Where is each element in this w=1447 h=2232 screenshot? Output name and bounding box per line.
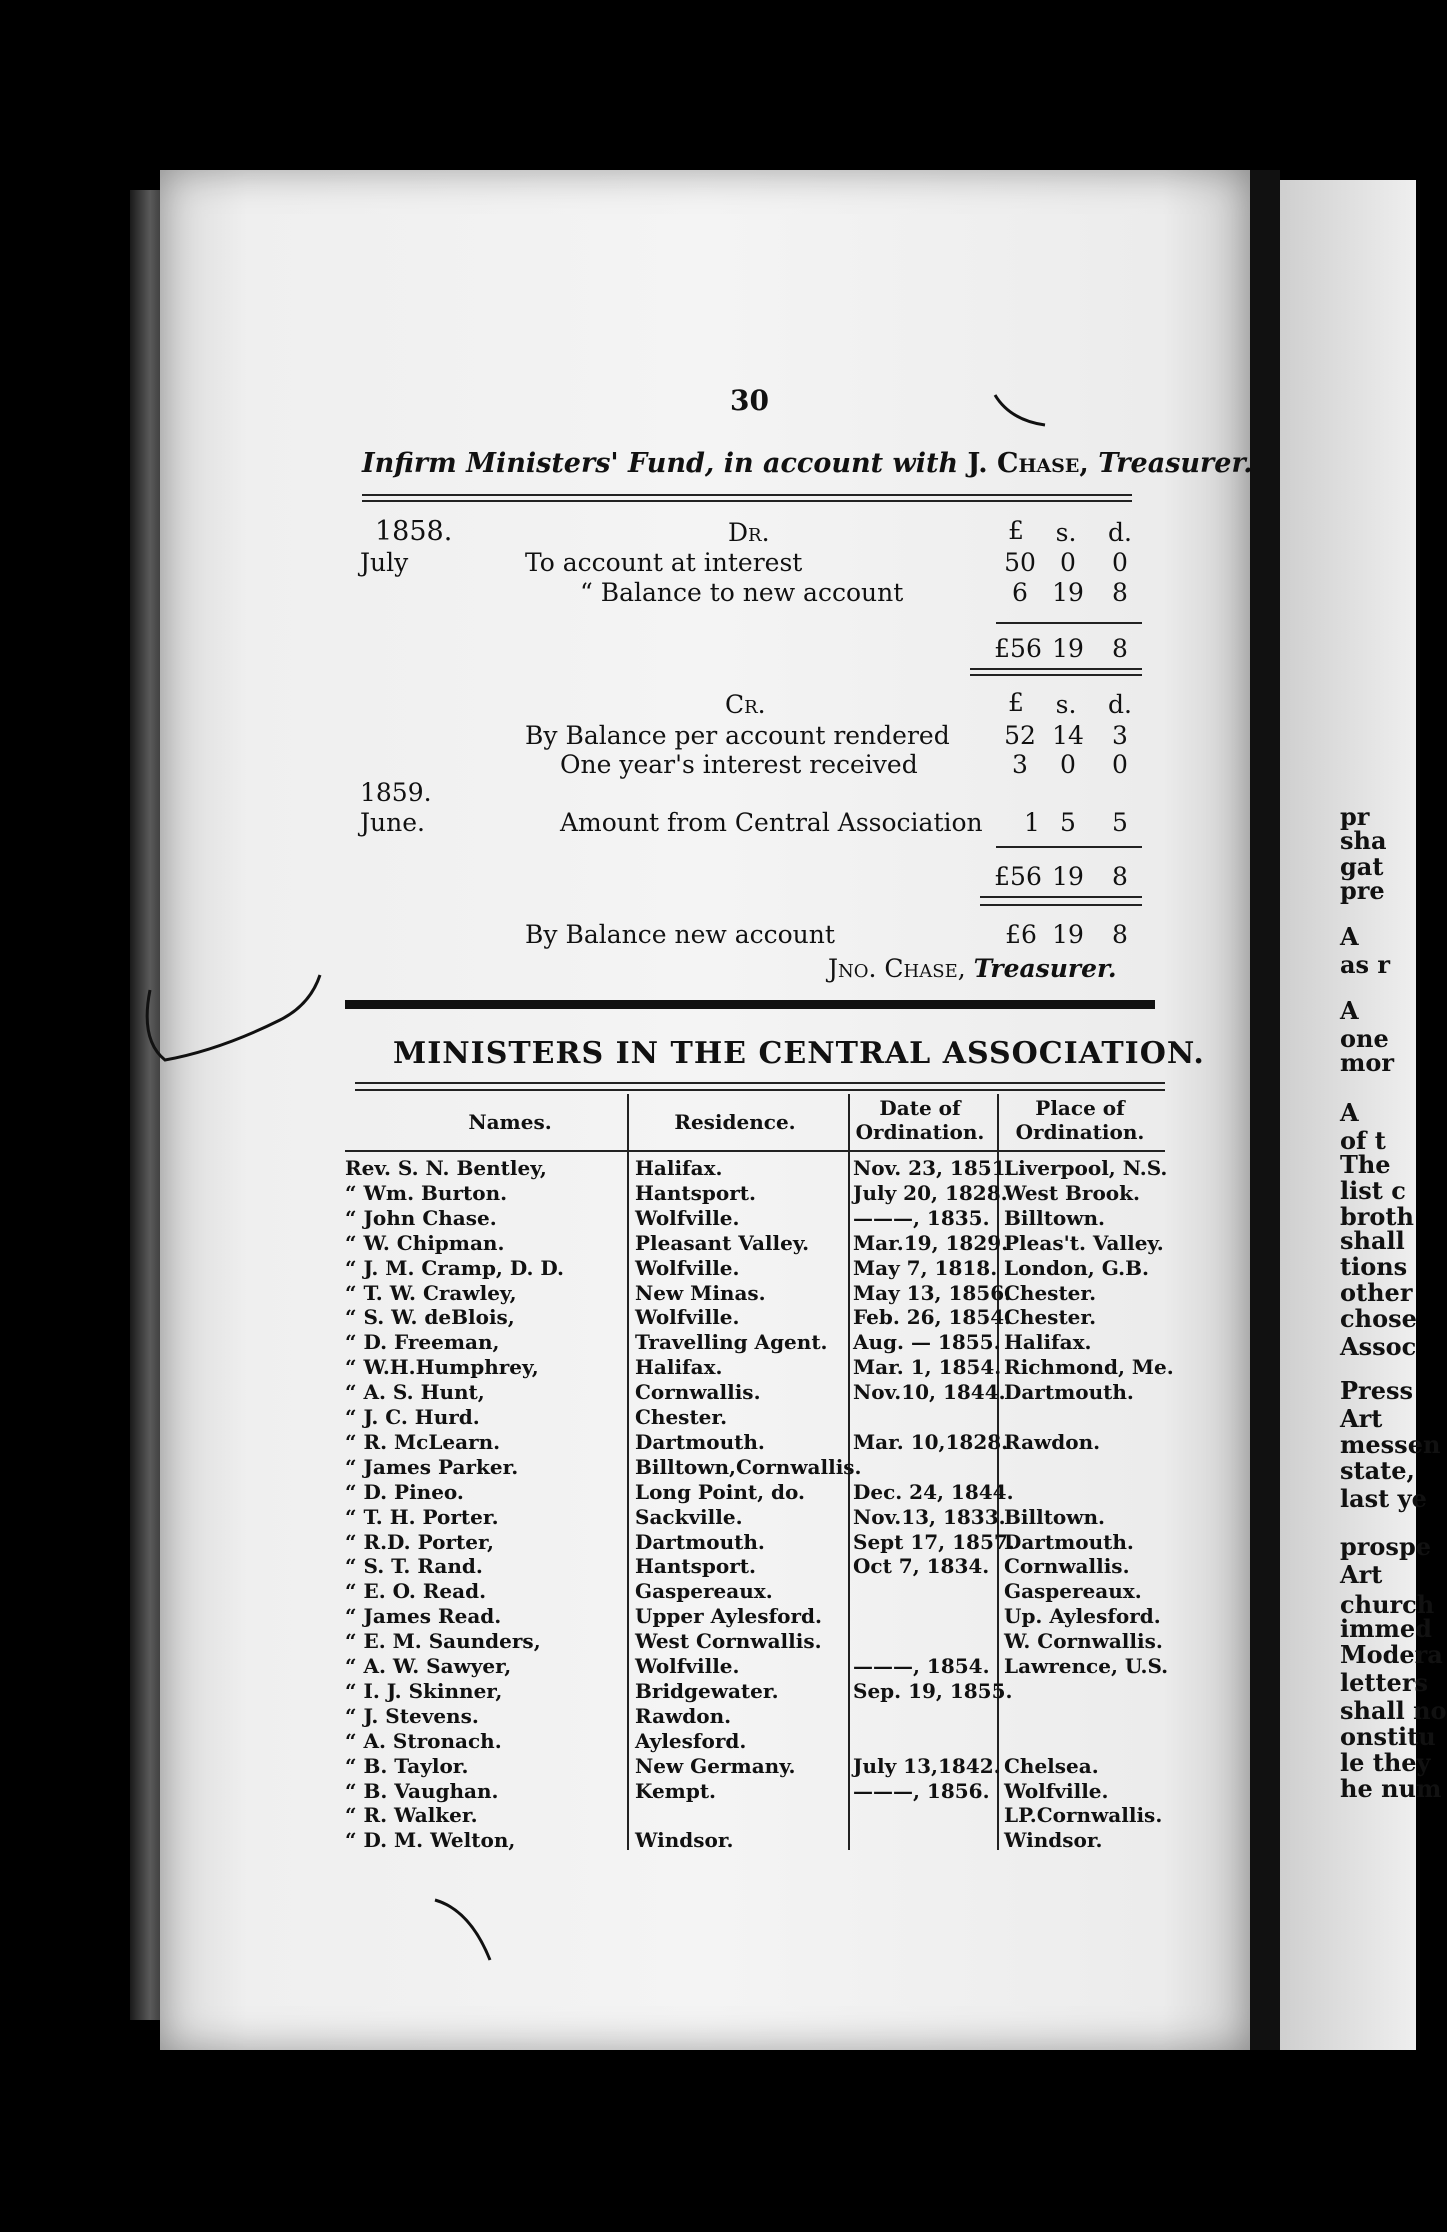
adjacent-fragment-12: list c <box>1340 1176 1406 1205</box>
row-13-date: Dec. 24, 1844. <box>853 1480 1014 1504</box>
pence-header-cr: d. <box>1108 690 1132 719</box>
row-22-residence: Rawdon. <box>635 1704 732 1728</box>
adjacent-fragment-1: sha <box>1340 826 1387 855</box>
credit-l-2: 1 <box>1024 808 1040 837</box>
adjacent-fragment-30: shall no <box>1340 1696 1447 1725</box>
row-15-name: “ R.D. Porter, <box>345 1530 494 1554</box>
table-top-rule-2 <box>355 1089 1165 1091</box>
row-21-date: Sep. 19, 1855. <box>853 1679 1013 1703</box>
row-10-name: “ J. C. Hurd. <box>345 1405 480 1429</box>
row-7-date: Aug. — 1855. <box>853 1330 1001 1354</box>
row-11-place: Rawdon. <box>1004 1430 1101 1454</box>
shilling-header-cr: s. <box>1055 690 1077 719</box>
row-24-name: “ B. Taylor. <box>345 1754 469 1778</box>
dr-total-rule-1 <box>970 668 1142 670</box>
credit-s-0: 14 <box>1052 721 1084 750</box>
debit-s-0: 0 <box>1060 548 1076 577</box>
row-12-name: “ James Parker. <box>345 1455 519 1479</box>
row-3-date: Mar.19, 1829. <box>853 1231 1009 1255</box>
debit-s-1: 19 <box>1052 578 1084 607</box>
adjacent-fragment-33: he num <box>1340 1774 1442 1803</box>
row-17-name: “ E. O. Read. <box>345 1579 487 1603</box>
cr-total-s: 19 <box>1052 862 1084 891</box>
heading-part3: Treasurer. <box>1098 448 1253 479</box>
row-1-residence: Hantsport. <box>635 1181 756 1205</box>
year-1859: 1859. <box>360 778 432 807</box>
debit-l-0: 50 <box>1004 548 1036 577</box>
row-14-name: “ T. H. Porter. <box>345 1505 499 1529</box>
pound-header-dr: £ <box>1008 516 1024 545</box>
adjacent-fragment-17: chose <box>1340 1304 1417 1333</box>
row-23-name: “ A. Stronach. <box>345 1729 502 1753</box>
dr-total-d: 8 <box>1112 634 1128 663</box>
adjacent-fragment-21: messen <box>1340 1430 1441 1459</box>
col-header-date: Date of Ordination. <box>855 1096 985 1144</box>
adjacent-fragment-23: last ye <box>1340 1484 1427 1513</box>
year-1858: 1858. <box>375 516 453 547</box>
heading-part1: Infirm Ministers' Fund, <box>362 448 715 479</box>
row-20-date: ———, 1854. <box>853 1654 990 1678</box>
row-6-date: Feb. 26, 1854. <box>853 1305 1012 1329</box>
adjacent-fragment-25: Art <box>1340 1560 1383 1589</box>
row-18-residence: Upper Aylesford. <box>635 1604 822 1628</box>
adjacent-fragment-3: pre <box>1340 876 1385 905</box>
row-24-date: July 13,1842. <box>853 1754 1001 1778</box>
adjacent-fragment-18: Assoc <box>1340 1332 1417 1361</box>
pen-mark-top <box>990 390 1050 430</box>
adjacent-fragment-7: one <box>1340 1024 1389 1053</box>
credit-d-1: 0 <box>1112 750 1128 779</box>
balance-d: 8 <box>1112 920 1128 949</box>
debit-text-1: “ Balance to new account <box>580 578 904 607</box>
row-2-date: ———, 1835. <box>853 1206 990 1230</box>
row-27-place: Windsor. <box>1004 1828 1103 1852</box>
row-6-name: “ S. W. deBlois, <box>345 1305 515 1329</box>
row-26-place: LP.Cornwallis. <box>1004 1803 1163 1827</box>
month-june: June. <box>360 808 425 837</box>
row-11-residence: Dartmouth. <box>635 1430 765 1454</box>
row-25-residence: Kempt. <box>635 1779 717 1803</box>
section-divider <box>345 1000 1155 1009</box>
row-20-place: Lawrence, U.S. <box>1004 1654 1169 1678</box>
row-20-name: “ A. W. Sawyer, <box>345 1654 512 1678</box>
row-7-name: “ D. Freeman, <box>345 1330 500 1354</box>
col-divider-3 <box>997 1094 999 1850</box>
row-21-name: “ I. J. Skinner, <box>345 1679 503 1703</box>
heading-rule-bottom <box>362 500 1132 502</box>
adjacent-fragment-28: Modera <box>1340 1640 1443 1669</box>
heading-name: J. Chase, <box>967 448 1089 479</box>
row-18-place: Up. Aylesford. <box>1004 1604 1161 1628</box>
row-15-place: Dartmouth. <box>1004 1530 1134 1554</box>
row-13-residence: Long Point, do. <box>635 1480 805 1504</box>
credit-l-0: 52 <box>1004 721 1036 750</box>
credit-text-0: By Balance per account rendered <box>525 721 950 750</box>
col-header-place: Place of Ordination. <box>1015 1096 1145 1144</box>
row-8-name: “ W.H.Humphrey, <box>345 1355 539 1379</box>
row-0-date: Nov. 23, 1851. <box>853 1156 1013 1180</box>
row-3-residence: Pleasant Valley. <box>635 1231 810 1255</box>
row-1-date: July 20, 1828. <box>853 1181 1008 1205</box>
adjacent-fragment-10: of t <box>1340 1126 1386 1155</box>
row-7-residence: Travelling Agent. <box>635 1330 828 1354</box>
row-10-residence: Chester. <box>635 1405 728 1429</box>
adjacent-fragment-24: prospe <box>1340 1532 1431 1561</box>
cr-label: Cr. <box>725 690 766 719</box>
adjacent-fragment-4: A <box>1340 922 1359 951</box>
credit-text-1: One year's interest received <box>560 750 918 779</box>
heading-part2: in account with <box>723 448 959 479</box>
debit-l-1: 6 <box>1012 578 1028 607</box>
row-12-residence: Billtown,Cornwallis. <box>635 1455 862 1479</box>
row-5-place: Chester. <box>1004 1281 1097 1305</box>
row-2-residence: Wolfville. <box>635 1206 740 1230</box>
adjacent-fragment-29: letters <box>1340 1668 1428 1697</box>
row-15-date: Sept 17, 1857. <box>853 1530 1015 1554</box>
cr-subtotal-rule <box>996 846 1142 848</box>
adjacent-fragment-22: state, <box>1340 1456 1415 1485</box>
dr-subtotal-rule <box>996 622 1142 624</box>
adjacent-fragment-31: onstitu <box>1340 1722 1436 1751</box>
adjacent-fragment-2: gat <box>1340 852 1384 881</box>
balance-s: 19 <box>1052 920 1084 949</box>
row-19-name: “ E. M. Saunders, <box>345 1629 541 1653</box>
row-9-name: “ A. S. Hunt, <box>345 1380 485 1404</box>
row-4-place: London, G.B. <box>1004 1256 1149 1280</box>
row-19-residence: West Cornwallis. <box>635 1629 822 1653</box>
month-july: July <box>360 548 409 577</box>
credit-s-2: 5 <box>1060 808 1076 837</box>
row-4-residence: Wolfville. <box>635 1256 740 1280</box>
row-2-name: “ John Chase. <box>345 1206 497 1230</box>
row-17-residence: Gaspereaux. <box>635 1579 773 1603</box>
adjacent-fragment-27: immed <box>1340 1614 1432 1643</box>
row-19-place: W. Cornwallis. <box>1004 1629 1163 1653</box>
row-25-date: ———, 1856. <box>853 1779 990 1803</box>
page-number: 30 <box>730 384 769 417</box>
row-8-date: Mar. 1, 1854. <box>853 1355 1002 1379</box>
adjacent-fragment-5: as r <box>1340 950 1391 979</box>
row-27-name: “ D. M. Welton, <box>345 1828 516 1852</box>
adjacent-fragment-20: Art <box>1340 1404 1383 1433</box>
row-23-residence: Aylesford. <box>635 1729 747 1753</box>
adjacent-fragment-11: The <box>1340 1150 1391 1179</box>
balance-text: By Balance new account <box>525 920 835 949</box>
row-0-name: Rev. S. N. Bentley, <box>345 1156 547 1180</box>
credit-d-0: 3 <box>1112 721 1128 750</box>
row-5-date: May 13, 1856. <box>853 1281 1012 1305</box>
row-21-residence: Bridgewater. <box>635 1679 779 1703</box>
row-15-residence: Dartmouth. <box>635 1530 765 1554</box>
header-bottom-rule <box>345 1150 1165 1152</box>
row-16-date: Oct 7, 1834. <box>853 1554 990 1578</box>
debit-d-0: 0 <box>1112 548 1128 577</box>
cr-total-rule-2 <box>980 904 1142 906</box>
adjacent-fragment-19: Press <box>1340 1376 1413 1405</box>
dr-total-s: 19 <box>1052 634 1084 663</box>
adjacent-fragment-26: church <box>1340 1590 1435 1619</box>
table-top-rule-1 <box>355 1082 1165 1084</box>
adjacent-fragment-14: shall <box>1340 1226 1405 1255</box>
row-16-name: “ S. T. Rand. <box>345 1554 483 1578</box>
row-5-residence: New Minas. <box>635 1281 766 1305</box>
row-14-residence: Sackville. <box>635 1505 743 1529</box>
adjacent-fragment-8: mor <box>1340 1048 1395 1077</box>
row-16-residence: Hantsport. <box>635 1554 756 1578</box>
row-18-name: “ James Read. <box>345 1604 502 1628</box>
row-6-residence: Wolfville. <box>635 1305 740 1329</box>
row-14-place: Billtown. <box>1004 1505 1105 1529</box>
credit-d-2: 5 <box>1112 808 1128 837</box>
dr-total-l: £56 <box>994 634 1042 663</box>
adjacent-fragment-0: pr <box>1340 802 1370 831</box>
row-8-residence: Halifax. <box>635 1355 723 1379</box>
debit-d-1: 8 <box>1112 578 1128 607</box>
row-1-place: West Brook. <box>1004 1181 1140 1205</box>
row-6-place: Chester. <box>1004 1305 1097 1329</box>
shilling-header-dr: s. <box>1055 518 1077 547</box>
credit-text-2: Amount from Central Association <box>560 808 983 837</box>
pen-mark-left <box>140 970 340 1070</box>
row-25-name: “ B. Vaughan. <box>345 1779 499 1803</box>
adjacent-fragment-9: A <box>1340 1098 1359 1127</box>
row-4-date: May 7, 1818. <box>853 1256 998 1280</box>
adjacent-fragment-15: tions <box>1340 1252 1408 1281</box>
row-24-residence: New Germany. <box>635 1754 796 1778</box>
pence-header-dr: d. <box>1108 518 1132 547</box>
row-16-place: Cornwallis. <box>1004 1554 1130 1578</box>
row-8-place: Richmond, Me. <box>1004 1355 1174 1379</box>
credit-s-1: 0 <box>1060 750 1076 779</box>
adjacent-fragment-13: broth <box>1340 1202 1414 1231</box>
page-gutter <box>1250 170 1280 2050</box>
col-header-names: Names. <box>468 1110 552 1134</box>
credit-l-1: 3 <box>1012 750 1028 779</box>
row-26-name: “ R. Walker. <box>345 1803 478 1827</box>
ministers-title: MINISTERS IN THE CENTRAL ASSOCIATION. <box>393 1036 1205 1071</box>
row-7-place: Halifax. <box>1004 1330 1092 1354</box>
row-5-name: “ T. W. Crawley, <box>345 1281 517 1305</box>
dr-label: Dr. <box>728 518 770 547</box>
row-25-place: Wolfville. <box>1004 1779 1109 1803</box>
row-3-name: “ W. Chipman. <box>345 1231 505 1255</box>
row-22-name: “ J. Stevens. <box>345 1704 479 1728</box>
cr-total-d: 8 <box>1112 862 1128 891</box>
row-11-date: Mar. 10,1828. <box>853 1430 1009 1454</box>
row-0-place: Liverpool, N.S. <box>1004 1156 1168 1180</box>
cr-total-l: £56 <box>994 862 1042 891</box>
row-3-place: Pleas't. Valley. <box>1004 1231 1164 1255</box>
pound-header-cr: £ <box>1008 688 1024 717</box>
row-24-place: Chelsea. <box>1004 1754 1099 1778</box>
dr-total-rule-2 <box>970 674 1142 676</box>
debit-text-0: To account at interest <box>525 548 803 577</box>
row-17-place: Gaspereaux. <box>1004 1579 1142 1603</box>
row-9-date: Nov.10, 1844. <box>853 1380 1006 1404</box>
adjacent-fragment-16: other <box>1340 1278 1413 1307</box>
col-header-residence: Residence. <box>674 1110 796 1134</box>
row-27-residence: Windsor. <box>635 1828 734 1852</box>
row-1-name: “ Wm. Burton. <box>345 1181 508 1205</box>
row-2-place: Billtown. <box>1004 1206 1105 1230</box>
signature-title: Treasurer. <box>973 954 1117 983</box>
row-9-residence: Cornwallis. <box>635 1380 761 1404</box>
col-divider-1 <box>627 1094 629 1850</box>
row-0-residence: Halifax. <box>635 1156 723 1180</box>
row-13-name: “ D. Pineo. <box>345 1480 464 1504</box>
adjacent-fragment-6: A <box>1340 996 1359 1025</box>
row-20-residence: Wolfville. <box>635 1654 740 1678</box>
account-heading <box>362 448 1253 479</box>
row-9-place: Dartmouth. <box>1004 1380 1134 1404</box>
signature-name: Jno. Chase, <box>828 954 966 983</box>
row-4-name: “ J. M. Cramp, D. D. <box>345 1256 565 1280</box>
row-11-name: “ R. McLearn. <box>345 1430 501 1454</box>
heading-rule-top <box>362 494 1132 496</box>
adjacent-fragment-32: le they <box>1340 1748 1431 1777</box>
pen-mark-bottom <box>430 1890 510 1970</box>
row-14-date: Nov.13, 1833. <box>853 1505 1006 1529</box>
balance-l: £6 <box>1005 920 1037 949</box>
signature <box>828 954 1117 983</box>
cr-total-rule-1 <box>980 896 1142 898</box>
